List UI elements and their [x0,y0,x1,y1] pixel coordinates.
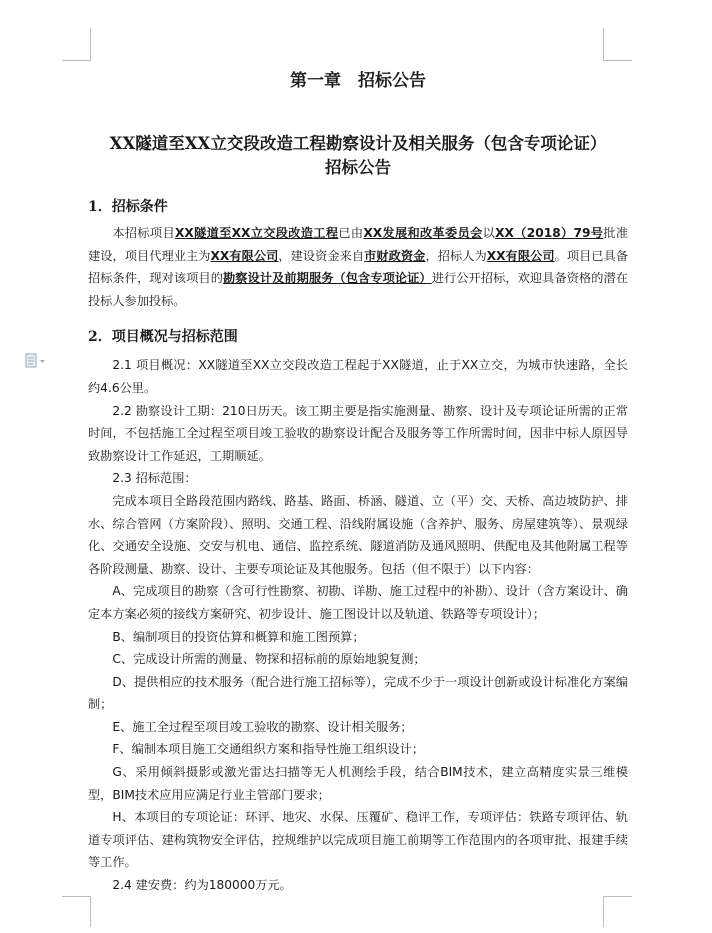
text-run: 进行公开招标，欢迎具备资格的潜在投标人参加投标。 [88,271,629,308]
text-run: 。项目已具备招标条件，现对该项目的 [88,248,629,286]
chapter-title: 第一章 招标公告 [290,71,426,91]
scope-item-c: C、完成设计所需的测量、物探和招标前的原始地貌复测； [112,652,426,667]
scope-item-d: D、提供相应的技术服务（配合进行施工招标等），完成不少于一项设计创新或设计标准化方案编制； [88,674,628,712]
page-corner-mark-bottom-right [603,896,632,927]
text-run: ，建设资金来自 [278,248,365,263]
page-corner-mark-top-left [62,28,91,61]
document-title-line2: 招标公告 [325,158,391,177]
text-run: 本招标项目 [112,226,175,240]
approving-authority: XX发展和改革委员会 [363,226,483,240]
tenderer: XX有限公司 [486,248,555,263]
design-period: 2.2 勘察设计工期：210日历天。该工期主要是指实施测量、勘察、设计及专项论证所需的正常时间，不包括施工全过程至项目竣工验收的勘察设计配合及服务等工作所需时间，因非中标人原因导致勘察设计工作延迟，工期顺延。 [88,403,628,463]
section-1-paragraph [88,222,628,312]
text-run: 以 [482,226,496,240]
tender-scope-body: 完成本项目全路段范围内路线、路基、路面、桥涵、隧道、立（平）交、天桥、高边坡防护、排水、综合管网（方案阶段）、照明、交通工程、沿线附属设施（含养护、服务、房屋建筑等）、景观绿化、交通安全设施、交安与机电、通信、监控系统、隧道消防及通风照明、供配电及其他附属工程等各阶段测量、勘察、设计、主要专项论证及其他服务。包括（但不限于）以下内容： [88,493,628,576]
agent-owner: XX有限公司 [210,248,279,263]
page-corner-mark-top-right [603,28,632,61]
document-title-line1: XX隧道至XX立交段改造工程勘察设计及相关服务（包含专项论证） [109,134,607,153]
text-run: 批准建设，项目代理业主为 [88,226,629,263]
text-run: ，招标人为 [425,248,487,263]
scope-item-e: E、施工全过程至项目竣工验收的勘察、设计相关服务； [112,719,413,734]
scope-item-f: F、编制本项目施工交通组织方案和指导性施工组织设计； [112,742,425,757]
page-corner-mark-bottom-left [62,896,91,927]
scope-item-h: H、本项目的专项论证：环评、地灾、水保、压覆矿、稳评工作，专项评估：铁路专项评估、轨道专项评估、建构筑物安全评估，控规维护以完成项目施工前期等工作范围内的各项审批、报建手续等工作。 [88,810,628,870]
project-overview: 2.1 项目概况：XX隧道至XX立交段改造工程起于XX隧道，止于XX立交，为城市快速路，全长约4.6公里。 [88,358,628,395]
document-page [88,62,628,897]
section-2-heading: 2．项目概况与招标范围 [88,329,238,346]
paragraph-layout-icon[interactable] [25,353,47,369]
section-1-heading: 1．招标条件 [88,199,168,215]
scope-item-b: B、编制项目的投资估算和概算和施工图预算； [112,629,365,644]
scope-item-g: G、采用倾斜摄影或激光雷达扫描等无人机测绘手段，结合BIM技术，建立高精度实景三维模型，BIM技术应用应满足行业主管部门要求； [88,765,628,802]
funding-source: 市财政资金 [364,248,426,263]
project-name: XX隧道至XX立交段改造工程 [174,226,339,240]
tender-content: 勘察设计及前期服务（包含专项论证） [223,271,432,286]
approval-number: XX（2018）79号 [495,226,604,240]
text-run: 已由 [338,226,364,240]
document-title [88,132,628,180]
scope-item-a: A、完成项目的勘察（含可行性勘察、初勘、详勘、施工过程中的补勘）、设计（含方案设计、确定本方案必须的接线方案研究、初步设计、施工图设计以及轨道、铁路等专项设计）； [88,584,628,621]
tender-scope-label: 2.3 招标范围： [112,471,197,486]
construction-cost: 2.4 建安费：约为180000万元。 [112,878,292,893]
